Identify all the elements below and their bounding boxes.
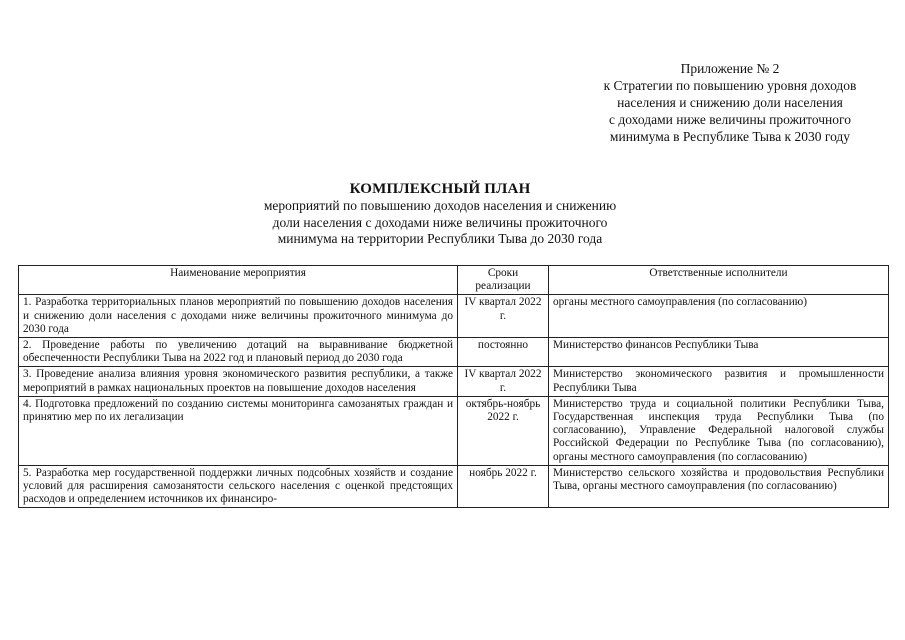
deadline-cell: ноябрь 2022 г. — [458, 465, 549, 508]
responsible-cell: Министерство труда и социальной политики Республики Тыва, Государственная инспекция труда Республики Тыва (по согласованию), Управление Федеральной налоговой службы Российской Федерации по Республике Тыва (по согласованию), органы местного самоуправления (по согласованию) — [549, 396, 889, 465]
responsible-cell: Министерство финансов Республики Тыва — [549, 338, 889, 367]
document-title-block — [180, 180, 700, 248]
subtitle-line: мероприятий по повышению доходов населения и снижению — [263, 198, 617, 213]
table-row — [19, 367, 889, 396]
deadline-cell: постоянно — [458, 338, 549, 367]
table-row — [19, 338, 889, 367]
activity-cell: 3. Проведение анализа влияния уровня экономического развития республики, а также мероприятий в рамках национальных проектов на повышение доходов населения — [19, 367, 458, 396]
appendix-line: минимума в Республике Тыва к 2030 году — [609, 129, 851, 144]
plan-table — [18, 265, 889, 508]
appendix-header — [565, 60, 895, 145]
subtitle-line: доли населения с доходами ниже величины прожиточного — [272, 214, 608, 230]
appendix-line: населения и снижению доли населения — [617, 95, 843, 110]
appendix-line: Приложение № 2 — [680, 61, 780, 76]
activity-cell: 1. Разработка территориальных планов мероприятий по повышению доходов населения и снижению доли населения с доходами ниже величины прожиточного минимума до 2030 года — [19, 295, 458, 338]
appendix-line: к Стратегии по повышению уровня доходов — [603, 78, 857, 93]
activity-cell: 5. Разработка мер государственной поддержки личных подсобных хозяйств и создание условий для расширения самозанятости сельского населения с оценкой предстоящих расходов и определением источников их финансиро- — [19, 465, 458, 508]
appendix-line: с доходами ниже величины прожиточного — [609, 112, 851, 127]
deadline-cell: октябрь-ноябрь 2022 г. — [458, 396, 549, 465]
document-title: КОМПЛЕКСНЫЙ ПЛАН — [349, 181, 531, 197]
deadline-cell: IV квартал 2022 г. — [458, 295, 549, 338]
responsible-cell: Министерство экономического развития и промышленности Республики Тыва — [549, 367, 889, 396]
table-row — [19, 465, 889, 508]
header-deadline: Сроки реализации — [458, 266, 549, 295]
deadline-cell: IV квартал 2022 г. — [458, 367, 549, 396]
table-header-row — [19, 266, 889, 295]
responsible-cell: органы местного самоуправления (по согласованию) — [549, 295, 889, 338]
activity-cell: 2. Проведение работы по увеличению дотаций на выравнивание бюджетной обеспеченности Республики Тыва на 2022 год и плановый период до 2030 года — [19, 338, 458, 367]
document-subtitle — [180, 198, 700, 248]
subtitle-line: минимума на территории Республики Тыва до 2030 года — [277, 231, 603, 246]
header-activity: Наименование мероприятия — [19, 266, 458, 295]
responsible-cell: Министерство сельского хозяйства и продовольствия Республики Тыва, органы местного самоуправления (по согласованию) — [549, 465, 889, 508]
activity-cell: 4. Подготовка предложений по созданию системы мониторинга самозанятых граждан и принятию мер по их легализации — [19, 396, 458, 465]
header-responsible: Ответственные исполнители — [549, 266, 889, 295]
table-row — [19, 295, 889, 338]
table-row — [19, 396, 889, 465]
